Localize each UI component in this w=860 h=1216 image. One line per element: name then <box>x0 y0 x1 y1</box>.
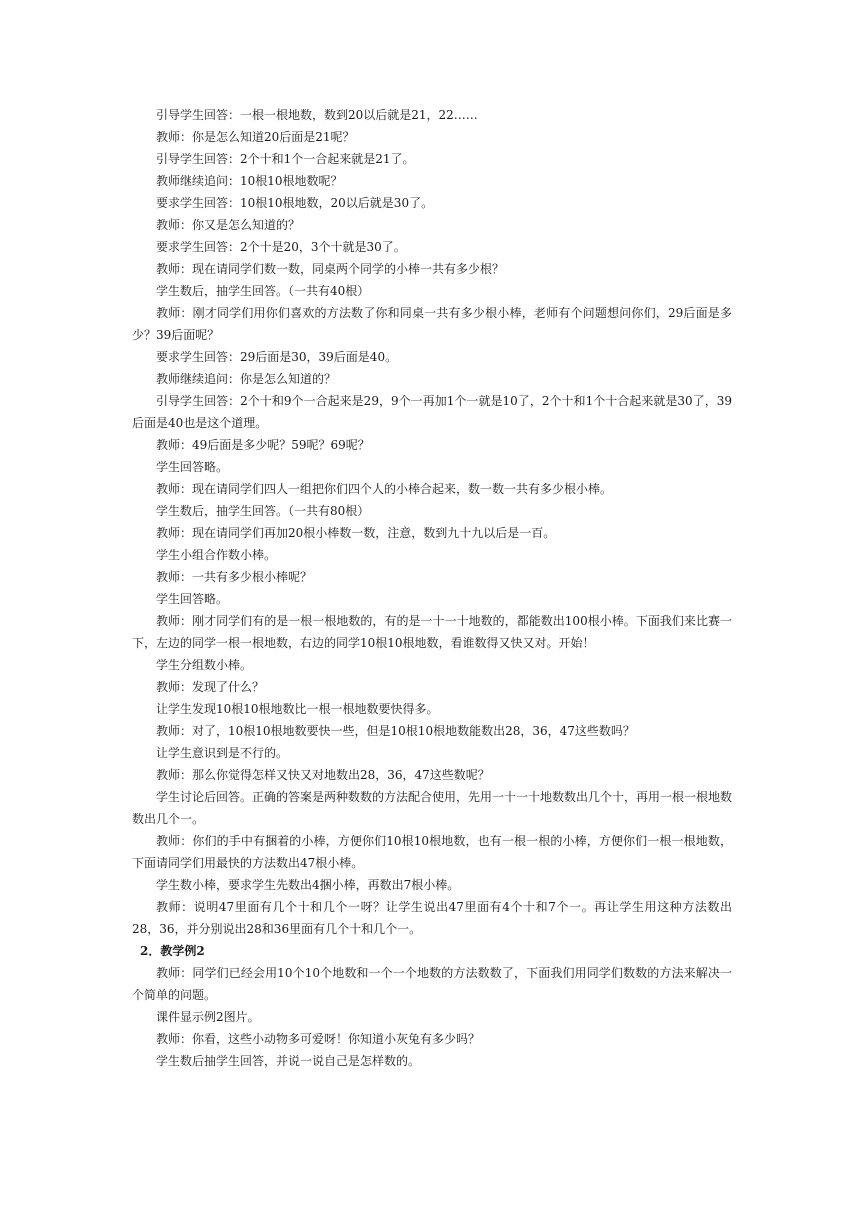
paragraph: 要求学生回答：29后面是30，39后面是40。 <box>156 350 398 364</box>
paragraph: 要求学生回答：10根10根地数，20以后就是30了。 <box>156 196 434 210</box>
paragraph: 引导学生回答：2个十和9个一合起来是29，9个一再加1个一就是10了，2个十和1个十合起来就是30了，39后面是40也是这个道理。 <box>132 394 732 430</box>
paragraph: 学生讨论后回答。正确的答案是两种数数的方法配合使用，先用一十一十地数数出几个十，再用一根一根地数数出几个一。 <box>132 790 733 826</box>
paragraph: 教师：对了，10根10根地数要快一些，但是10根10根地数能数出28，36，47这些数吗？ <box>156 724 635 738</box>
paragraph: 教师：49后面是多少呢？59呢？69呢？ <box>156 438 370 452</box>
paragraph: 教师：现在请同学们再加20根小棒数一数，注意，数到九十九以后是一百。 <box>156 526 556 540</box>
paragraph: 学生数后，抽学生回答。（一共有80根） <box>156 504 370 518</box>
paragraph: 教师：一共有多少根小棒呢？ <box>156 570 313 584</box>
paragraph: 教师：你是怎么知道20后面是21呢？ <box>156 130 355 144</box>
paragraph: 课件显示例2图片。 <box>156 1010 260 1024</box>
paragraph: 学生回答略。 <box>156 592 229 606</box>
paragraph: 教师：你看，这些小动物多可爱呀！你知道小灰兔有多少吗？ <box>156 1032 481 1046</box>
paragraph: 让学生意识到是不行的。 <box>156 746 289 760</box>
paragraph: 学生回答略。 <box>156 460 229 474</box>
paragraph: 教师继续追问：10根10根地数呢？ <box>156 174 343 188</box>
paragraph: 教师：现在请同学们四人一组把你们四个人的小棒合起来，数一数一共有多少根小棒。 <box>156 482 613 496</box>
paragraph: 学生分组数小棒。 <box>156 658 253 672</box>
paragraph: 教师：你又是怎么知道的？ <box>156 218 301 232</box>
paragraph: 教师：同学们已经会用10个10个地数和一个一个地数的方法数数了，下面我们用同学们数数的方法来解决一个简单的问题。 <box>132 966 732 1002</box>
paragraph: 引导学生回答：2个十和1个一合起来就是21了。 <box>156 152 415 166</box>
paragraph: 教师：现在请同学们数一数，同桌两个同学的小棒一共有多少根？ <box>156 262 505 276</box>
section-heading: 2．教学例2 <box>140 944 205 958</box>
paragraph: 学生小组合作数小棒。 <box>156 548 277 562</box>
paragraph: 学生数后抽学生回答，并说一说自己是怎样数的。 <box>156 1054 421 1068</box>
paragraph: 引导学生回答：一根一根地数，数到20以后就是21，22…… <box>156 108 478 122</box>
paragraph: 学生数小棒，要求学生先数出4捆小棒，再数出7根小棒。 <box>156 878 460 892</box>
paragraph: 教师：你们的手中有捆着的小棒，方便你们10根10根地数，也有一根一根的小棒，方便你们一根一根地数，下面请同学们用最快的方法数出47根小棒。 <box>132 834 732 870</box>
paragraph: 让学生发现10根10根地数比一根一根地数要快得多。 <box>156 702 439 716</box>
paragraph: 教师继续追问：你是怎么知道的？ <box>156 372 337 386</box>
paragraph: 教师：刚才同学们用你们喜欢的方法数了你和同桌一共有多少根小棒，老师有个问题想问你们，29后面是多少？39后面呢？ <box>132 306 732 342</box>
paragraph: 教师：发现了什么？ <box>156 680 265 694</box>
paragraph: 学生数后，抽学生回答。（一共有40根） <box>156 284 370 298</box>
document-body <box>132 104 732 1072</box>
paragraph: 要求学生回答：2个十是20，3个十就是30了。 <box>156 240 406 254</box>
paragraph: 教师：刚才同学们有的是一根一根地数的，有的是一十一十地数的，都能数出100根小棒。下面我们来比赛一下，左边的同学一根一根地数，右边的同学10根10根地数，看谁数得又快又对。开始！ <box>132 614 732 650</box>
paragraph: 教师：说明47里面有几个十和几个一呀？让学生说出47里面有4个十和7个一。再让学生用这种方法数出28，36，并分别说出28和36里面有几个十和几个一。 <box>132 900 732 936</box>
paragraph: 教师：那么你觉得怎样又快又对地数出28，36，47这些数呢？ <box>156 768 490 782</box>
